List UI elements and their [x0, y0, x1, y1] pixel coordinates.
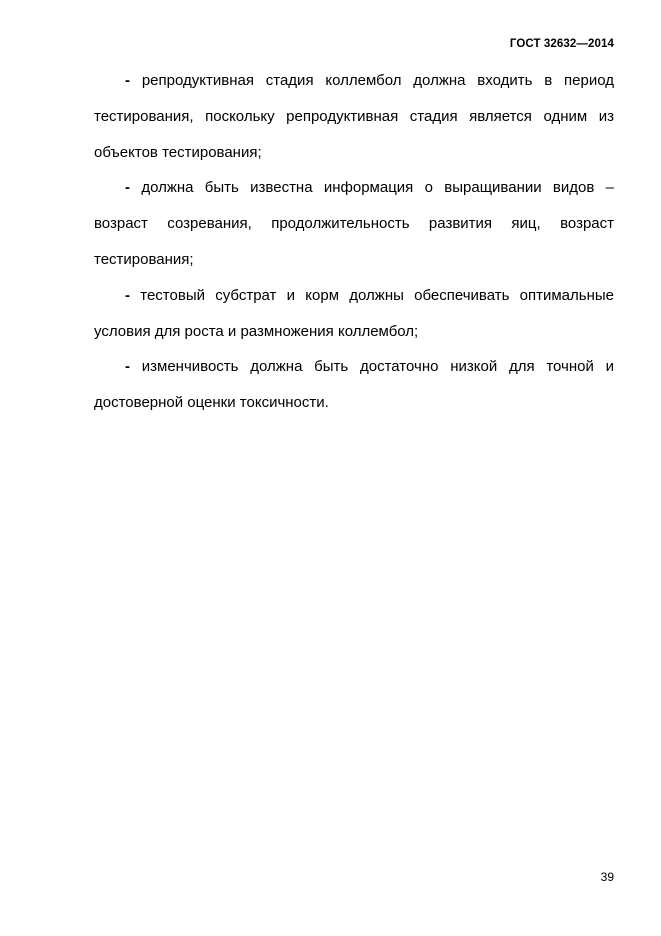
paragraph-text: репродуктивная стадия коллембол должна входить в период тестирования, поскольку репродуктивная стадия является одним из объектов тестирования; [94, 72, 614, 161]
paragraph-test-substrate [94, 278, 614, 350]
paragraph-variability [94, 349, 614, 421]
page-number: 39 [600, 870, 614, 884]
paragraph-breeding-info [94, 170, 614, 277]
list-marker: - [125, 72, 130, 89]
paragraph-reproductive-stage [94, 63, 614, 170]
paragraph-text: изменчивость должна быть достаточно низкой для точной и достоверной оценки токсичности. [94, 358, 615, 412]
list-marker: - [125, 179, 130, 197]
document-body [94, 63, 614, 421]
list-marker: - [125, 358, 130, 376]
document-code: ГОСТ 32632—2014 [509, 38, 614, 50]
list-marker: - [125, 286, 130, 304]
paragraph-text: должна быть известна информация о выращивании видов – возраст созревания, продолжительность развития яиц, возраст тестирования; [94, 179, 614, 268]
paragraph-text: тестовый субстрат и корм должны обеспечивать оптимальные условия для роста и размножения коллембол; [94, 286, 615, 340]
